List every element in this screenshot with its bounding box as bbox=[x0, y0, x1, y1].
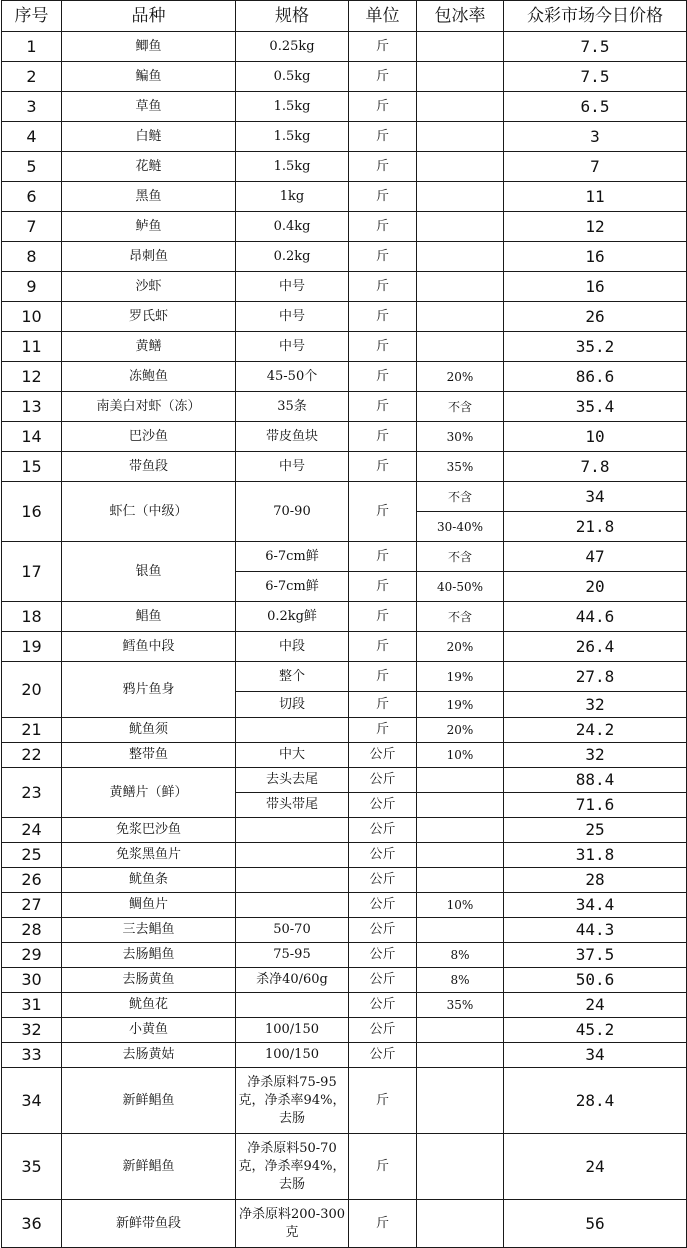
unit-cell: 斤 bbox=[349, 362, 417, 392]
ice-glaze-rate-cell: 30-40% bbox=[417, 512, 504, 542]
variety-cell: 鲫鱼 bbox=[62, 32, 236, 62]
ice-glaze-rate-cell: 10% bbox=[417, 893, 504, 918]
spec-cell bbox=[236, 718, 349, 743]
unit-cell: 斤 bbox=[349, 422, 417, 452]
variety-cell: 虾仁（中级） bbox=[62, 482, 236, 542]
spec-cell: 50-70 bbox=[236, 918, 349, 943]
price-cell: 35.4 bbox=[504, 392, 687, 422]
ice-glaze-rate-cell bbox=[417, 843, 504, 868]
table-row bbox=[2, 968, 687, 993]
price-cell: 56 bbox=[504, 1200, 687, 1248]
ice-glaze-rate-cell bbox=[417, 272, 504, 302]
variety-cell: 银鱼 bbox=[62, 542, 236, 602]
variety-cell: 鸦片鱼身 bbox=[62, 662, 236, 718]
unit-cell: 斤 bbox=[349, 482, 417, 542]
unit-cell: 斤 bbox=[349, 602, 417, 632]
spec-cell: 净杀原料75-95克，净杀率94%，去肠 bbox=[236, 1068, 349, 1134]
spec-cell: 0.2kg鲜 bbox=[236, 602, 349, 632]
table-row bbox=[2, 542, 687, 572]
price-cell: 45.2 bbox=[504, 1018, 687, 1043]
price-cell: 12 bbox=[504, 212, 687, 242]
unit-cell: 公斤 bbox=[349, 818, 417, 843]
ice-glaze-rate-cell bbox=[417, 32, 504, 62]
spec-cell: 带皮鱼块 bbox=[236, 422, 349, 452]
table-row bbox=[2, 632, 687, 662]
table-row bbox=[2, 332, 687, 362]
variety-cell: 鱿鱼须 bbox=[62, 718, 236, 743]
unit-cell: 斤 bbox=[349, 392, 417, 422]
price-cell: 47 bbox=[504, 542, 687, 572]
variety-cell: 带鱼段 bbox=[62, 452, 236, 482]
ice-glaze-rate-cell bbox=[417, 1200, 504, 1248]
serial-no-cell: 7 bbox=[2, 212, 62, 242]
table-row bbox=[2, 362, 687, 392]
price-cell: 37.5 bbox=[504, 943, 687, 968]
table-row bbox=[2, 743, 687, 768]
table-row bbox=[2, 1043, 687, 1068]
price-cell: 24 bbox=[504, 1134, 687, 1200]
spec-cell: 去头去尾 bbox=[236, 768, 349, 793]
ice-glaze-rate-cell bbox=[417, 92, 504, 122]
variety-cell: 罗氏虾 bbox=[62, 302, 236, 332]
price-cell: 28.4 bbox=[504, 1068, 687, 1134]
variety-cell: 沙虾 bbox=[62, 272, 236, 302]
price-cell: 50.6 bbox=[504, 968, 687, 993]
unit-cell: 斤 bbox=[349, 1068, 417, 1134]
ice-glaze-rate-cell: 40-50% bbox=[417, 572, 504, 602]
ice-glaze-rate-cell bbox=[417, 62, 504, 92]
spec-cell: 净杀原料200-300克 bbox=[236, 1200, 349, 1248]
serial-no-cell: 23 bbox=[2, 768, 62, 818]
serial-no-cell: 15 bbox=[2, 452, 62, 482]
spec-cell: 整个 bbox=[236, 662, 349, 692]
serial-no-cell: 2 bbox=[2, 62, 62, 92]
ice-glaze-rate-cell bbox=[417, 793, 504, 818]
price-cell: 26.4 bbox=[504, 632, 687, 662]
ice-glaze-rate-cell bbox=[417, 768, 504, 793]
unit-cell: 斤 bbox=[349, 662, 417, 692]
spec-cell: 6-7cm鲜 bbox=[236, 572, 349, 602]
spec-cell: 中号 bbox=[236, 452, 349, 482]
price-cell: 88.4 bbox=[504, 768, 687, 793]
serial-no-cell: 9 bbox=[2, 272, 62, 302]
ice-glaze-rate-cell bbox=[417, 818, 504, 843]
spec-cell bbox=[236, 893, 349, 918]
variety-cell: 鲳鱼 bbox=[62, 602, 236, 632]
unit-cell: 斤 bbox=[349, 452, 417, 482]
price-cell: 7.5 bbox=[504, 62, 687, 92]
unit-cell: 公斤 bbox=[349, 868, 417, 893]
header-specification: 规格 bbox=[236, 1, 349, 32]
unit-cell: 公斤 bbox=[349, 993, 417, 1018]
ice-glaze-rate-cell bbox=[417, 918, 504, 943]
ice-glaze-rate-cell: 不含 bbox=[417, 392, 504, 422]
price-cell: 7.8 bbox=[504, 452, 687, 482]
serial-no-cell: 24 bbox=[2, 818, 62, 843]
variety-cell: 去肠黄鱼 bbox=[62, 968, 236, 993]
table-row bbox=[2, 272, 687, 302]
variety-cell: 巴沙鱼 bbox=[62, 422, 236, 452]
spec-cell: 切段 bbox=[236, 692, 349, 718]
table-row bbox=[2, 893, 687, 918]
price-cell: 10 bbox=[504, 422, 687, 452]
unit-cell: 公斤 bbox=[349, 1043, 417, 1068]
ice-glaze-rate-cell: 20% bbox=[417, 718, 504, 743]
table-row bbox=[2, 602, 687, 632]
spec-cell: 中大 bbox=[236, 743, 349, 768]
spec-cell: 0.25kg bbox=[236, 32, 349, 62]
unit-cell: 公斤 bbox=[349, 943, 417, 968]
ice-glaze-rate-cell bbox=[417, 1068, 504, 1134]
serial-no-cell: 19 bbox=[2, 632, 62, 662]
price-table bbox=[1, 0, 687, 1248]
unit-cell: 公斤 bbox=[349, 768, 417, 793]
unit-cell: 公斤 bbox=[349, 743, 417, 768]
unit-cell: 斤 bbox=[349, 1200, 417, 1248]
unit-cell: 公斤 bbox=[349, 968, 417, 993]
spec-cell: 杀净40/60g bbox=[236, 968, 349, 993]
unit-cell: 斤 bbox=[349, 692, 417, 718]
price-cell: 32 bbox=[504, 743, 687, 768]
serial-no-cell: 14 bbox=[2, 422, 62, 452]
serial-no-cell: 28 bbox=[2, 918, 62, 943]
serial-no-cell: 20 bbox=[2, 662, 62, 718]
spec-cell: 0.5kg bbox=[236, 62, 349, 92]
unit-cell: 公斤 bbox=[349, 843, 417, 868]
price-cell: 71.6 bbox=[504, 793, 687, 818]
ice-glaze-rate-cell bbox=[417, 242, 504, 272]
variety-cell: 昂刺鱼 bbox=[62, 242, 236, 272]
table-row bbox=[2, 868, 687, 893]
price-cell: 44.3 bbox=[504, 918, 687, 943]
table-row bbox=[2, 122, 687, 152]
spec-cell: 70-90 bbox=[236, 482, 349, 542]
ice-glaze-rate-cell: 20% bbox=[417, 362, 504, 392]
table-row bbox=[2, 843, 687, 868]
table-row bbox=[2, 662, 687, 692]
variety-cell: 白鲢 bbox=[62, 122, 236, 152]
price-cell: 44.6 bbox=[504, 602, 687, 632]
spec-cell: 1kg bbox=[236, 182, 349, 212]
table-row bbox=[2, 242, 687, 272]
price-cell: 7 bbox=[504, 152, 687, 182]
serial-no-cell: 21 bbox=[2, 718, 62, 743]
ice-glaze-rate-cell: 8% bbox=[417, 968, 504, 993]
spec-cell: 35条 bbox=[236, 392, 349, 422]
serial-no-cell: 17 bbox=[2, 542, 62, 602]
serial-no-cell: 16 bbox=[2, 482, 62, 542]
spec-cell bbox=[236, 818, 349, 843]
price-cell: 16 bbox=[504, 272, 687, 302]
price-cell: 28 bbox=[504, 868, 687, 893]
ice-glaze-rate-cell: 30% bbox=[417, 422, 504, 452]
variety-cell: 小黄鱼 bbox=[62, 1018, 236, 1043]
price-cell: 86.6 bbox=[504, 362, 687, 392]
price-cell: 6.5 bbox=[504, 92, 687, 122]
variety-cell: 新鲜鲳鱼 bbox=[62, 1068, 236, 1134]
ice-glaze-rate-cell bbox=[417, 868, 504, 893]
spec-cell: 0.4kg bbox=[236, 212, 349, 242]
table-row bbox=[2, 302, 687, 332]
serial-no-cell: 11 bbox=[2, 332, 62, 362]
variety-cell: 整带鱼 bbox=[62, 743, 236, 768]
table-row bbox=[2, 212, 687, 242]
table-row bbox=[2, 482, 687, 512]
serial-no-cell: 12 bbox=[2, 362, 62, 392]
serial-no-cell: 30 bbox=[2, 968, 62, 993]
unit-cell: 斤 bbox=[349, 62, 417, 92]
serial-no-cell: 27 bbox=[2, 893, 62, 918]
price-cell: 24 bbox=[504, 993, 687, 1018]
ice-glaze-rate-cell bbox=[417, 1134, 504, 1200]
serial-no-cell: 33 bbox=[2, 1043, 62, 1068]
price-cell: 35.2 bbox=[504, 332, 687, 362]
table-row bbox=[2, 1134, 687, 1200]
spec-cell: 6-7cm鲜 bbox=[236, 542, 349, 572]
variety-cell: 去肠鲳鱼 bbox=[62, 943, 236, 968]
table-row bbox=[2, 422, 687, 452]
serial-no-cell: 5 bbox=[2, 152, 62, 182]
ice-glaze-rate-cell: 不含 bbox=[417, 542, 504, 572]
unit-cell: 斤 bbox=[349, 32, 417, 62]
table-row bbox=[2, 32, 687, 62]
table-row bbox=[2, 392, 687, 422]
serial-no-cell: 8 bbox=[2, 242, 62, 272]
header-unit: 单位 bbox=[349, 1, 417, 32]
table-row bbox=[2, 62, 687, 92]
price-cell: 27.8 bbox=[504, 662, 687, 692]
variety-cell: 黄鳝片（鲜） bbox=[62, 768, 236, 818]
variety-cell: 南美白对虾（冻） bbox=[62, 392, 236, 422]
spec-cell: 45-50个 bbox=[236, 362, 349, 392]
spec-cell: 中号 bbox=[236, 332, 349, 362]
serial-no-cell: 22 bbox=[2, 743, 62, 768]
unit-cell: 斤 bbox=[349, 212, 417, 242]
ice-glaze-rate-cell: 20% bbox=[417, 632, 504, 662]
price-cell: 16 bbox=[504, 242, 687, 272]
unit-cell: 公斤 bbox=[349, 793, 417, 818]
table-row bbox=[2, 182, 687, 212]
variety-cell: 黄鳝 bbox=[62, 332, 236, 362]
price-cell: 11 bbox=[504, 182, 687, 212]
variety-cell: 去肠黄姑 bbox=[62, 1043, 236, 1068]
unit-cell: 公斤 bbox=[349, 1018, 417, 1043]
price-cell: 34 bbox=[504, 482, 687, 512]
unit-cell: 斤 bbox=[349, 1134, 417, 1200]
ice-glaze-rate-cell: 8% bbox=[417, 943, 504, 968]
spec-cell: 1.5kg bbox=[236, 92, 349, 122]
variety-cell: 鲈鱼 bbox=[62, 212, 236, 242]
unit-cell: 公斤 bbox=[349, 893, 417, 918]
spec-cell: 带头带尾 bbox=[236, 793, 349, 818]
ice-glaze-rate-cell bbox=[417, 1043, 504, 1068]
spec-cell: 净杀原料50-70克，净杀率94%，去肠 bbox=[236, 1134, 349, 1200]
variety-cell: 新鲜鲳鱼 bbox=[62, 1134, 236, 1200]
variety-cell: 鳊鱼 bbox=[62, 62, 236, 92]
ice-glaze-rate-cell bbox=[417, 122, 504, 152]
unit-cell: 斤 bbox=[349, 272, 417, 302]
unit-cell: 斤 bbox=[349, 182, 417, 212]
serial-no-cell: 35 bbox=[2, 1134, 62, 1200]
ice-glaze-rate-cell: 不含 bbox=[417, 602, 504, 632]
table-row bbox=[2, 1068, 687, 1134]
ice-glaze-rate-cell: 19% bbox=[417, 692, 504, 718]
ice-glaze-rate-cell bbox=[417, 212, 504, 242]
spec-cell: 中号 bbox=[236, 272, 349, 302]
spec-cell: 100/150 bbox=[236, 1018, 349, 1043]
price-cell: 21.8 bbox=[504, 512, 687, 542]
variety-cell: 黑鱼 bbox=[62, 182, 236, 212]
spec-cell: 1.5kg bbox=[236, 152, 349, 182]
price-cell: 3 bbox=[504, 122, 687, 152]
ice-glaze-rate-cell: 19% bbox=[417, 662, 504, 692]
table-row bbox=[2, 993, 687, 1018]
serial-no-cell: 6 bbox=[2, 182, 62, 212]
variety-cell: 鳕鱼中段 bbox=[62, 632, 236, 662]
ice-glaze-rate-cell bbox=[417, 302, 504, 332]
unit-cell: 斤 bbox=[349, 632, 417, 662]
serial-no-cell: 10 bbox=[2, 302, 62, 332]
serial-no-cell: 32 bbox=[2, 1018, 62, 1043]
serial-no-cell: 18 bbox=[2, 602, 62, 632]
unit-cell: 斤 bbox=[349, 332, 417, 362]
variety-cell: 鲷鱼片 bbox=[62, 893, 236, 918]
unit-cell: 斤 bbox=[349, 242, 417, 272]
price-cell: 24.2 bbox=[504, 718, 687, 743]
table-row bbox=[2, 943, 687, 968]
unit-cell: 公斤 bbox=[349, 918, 417, 943]
variety-cell: 免浆巴沙鱼 bbox=[62, 818, 236, 843]
unit-cell: 斤 bbox=[349, 152, 417, 182]
price-cell: 34.4 bbox=[504, 893, 687, 918]
spec-cell: 中段 bbox=[236, 632, 349, 662]
header-market-price-today: 众彩市场今日价格 bbox=[504, 1, 687, 32]
table-row bbox=[2, 818, 687, 843]
variety-cell: 鱿鱼条 bbox=[62, 868, 236, 893]
variety-cell: 新鲜带鱼段 bbox=[62, 1200, 236, 1248]
spec-cell: 100/150 bbox=[236, 1043, 349, 1068]
serial-no-cell: 3 bbox=[2, 92, 62, 122]
serial-no-cell: 26 bbox=[2, 868, 62, 893]
price-cell: 34 bbox=[504, 1043, 687, 1068]
spec-cell bbox=[236, 993, 349, 1018]
unit-cell: 斤 bbox=[349, 542, 417, 572]
variety-cell: 草鱼 bbox=[62, 92, 236, 122]
ice-glaze-rate-cell: 35% bbox=[417, 452, 504, 482]
table-row bbox=[2, 452, 687, 482]
serial-no-cell: 31 bbox=[2, 993, 62, 1018]
serial-no-cell: 36 bbox=[2, 1200, 62, 1248]
header-variety: 品种 bbox=[62, 1, 236, 32]
table-row bbox=[2, 718, 687, 743]
variety-cell: 花鲢 bbox=[62, 152, 236, 182]
header-ice-glaze-rate: 包冰率 bbox=[417, 1, 504, 32]
spec-cell: 中号 bbox=[236, 302, 349, 332]
spec-cell: 1.5kg bbox=[236, 122, 349, 152]
unit-cell: 斤 bbox=[349, 122, 417, 152]
table-body bbox=[2, 32, 687, 1248]
variety-cell: 免浆黑鱼片 bbox=[62, 843, 236, 868]
price-cell: 20 bbox=[504, 572, 687, 602]
variety-cell: 冻鲍鱼 bbox=[62, 362, 236, 392]
serial-no-cell: 1 bbox=[2, 32, 62, 62]
ice-glaze-rate-cell: 10% bbox=[417, 743, 504, 768]
table-row bbox=[2, 152, 687, 182]
ice-glaze-rate-cell bbox=[417, 332, 504, 362]
price-cell: 25 bbox=[504, 818, 687, 843]
ice-glaze-rate-cell: 35% bbox=[417, 993, 504, 1018]
spec-cell: 0.2kg bbox=[236, 242, 349, 272]
price-cell: 32 bbox=[504, 692, 687, 718]
unit-cell: 斤 bbox=[349, 572, 417, 602]
variety-cell: 鱿鱼花 bbox=[62, 993, 236, 1018]
table-row bbox=[2, 92, 687, 122]
serial-no-cell: 25 bbox=[2, 843, 62, 868]
spec-cell: 75-95 bbox=[236, 943, 349, 968]
ice-glaze-rate-cell bbox=[417, 182, 504, 212]
spec-cell bbox=[236, 868, 349, 893]
price-cell: 26 bbox=[504, 302, 687, 332]
header-row bbox=[2, 1, 687, 32]
ice-glaze-rate-cell bbox=[417, 152, 504, 182]
ice-glaze-rate-cell bbox=[417, 1018, 504, 1043]
unit-cell: 斤 bbox=[349, 92, 417, 122]
ice-glaze-rate-cell: 不含 bbox=[417, 482, 504, 512]
serial-no-cell: 4 bbox=[2, 122, 62, 152]
unit-cell: 斤 bbox=[349, 302, 417, 332]
table-row bbox=[2, 768, 687, 793]
table-row bbox=[2, 1200, 687, 1248]
price-cell: 7.5 bbox=[504, 32, 687, 62]
spec-cell bbox=[236, 843, 349, 868]
unit-cell: 斤 bbox=[349, 718, 417, 743]
serial-no-cell: 34 bbox=[2, 1068, 62, 1134]
serial-no-cell: 29 bbox=[2, 943, 62, 968]
price-cell: 31.8 bbox=[504, 843, 687, 868]
table-row bbox=[2, 918, 687, 943]
variety-cell: 三去鲳鱼 bbox=[62, 918, 236, 943]
header-serial-no: 序号 bbox=[2, 1, 62, 32]
table-row bbox=[2, 1018, 687, 1043]
serial-no-cell: 13 bbox=[2, 392, 62, 422]
